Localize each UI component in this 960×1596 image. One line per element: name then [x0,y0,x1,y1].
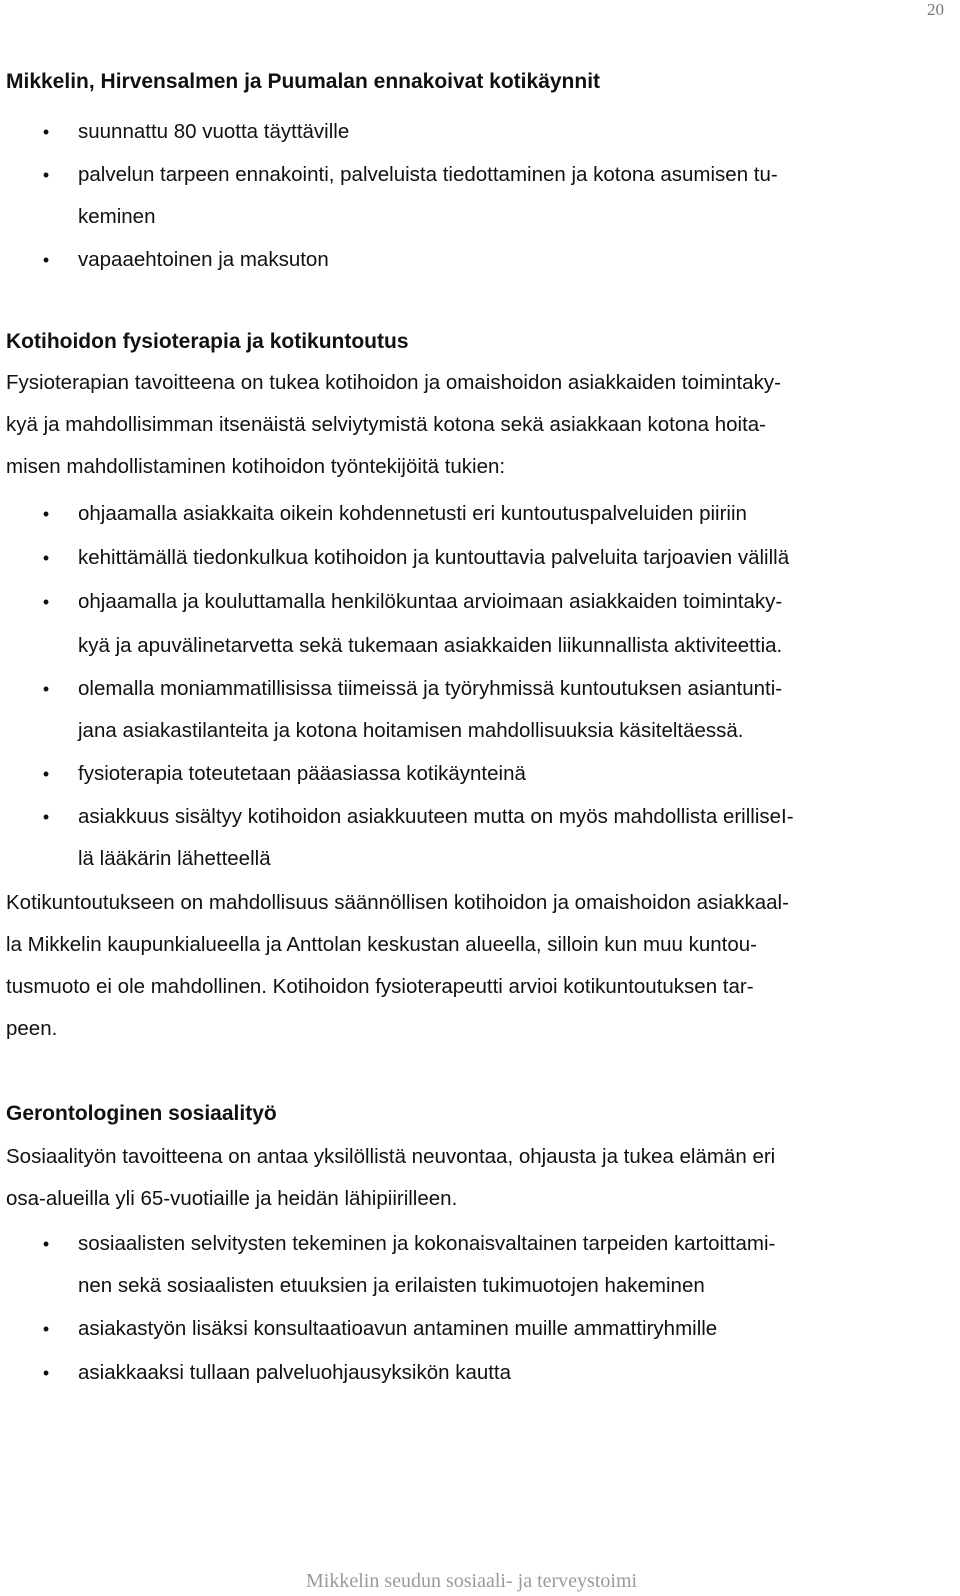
bullet-icon: • [42,122,50,142]
list-item [0,1223,950,1307]
list-item [0,668,950,752]
fysioterapia-outro [6,882,944,1050]
list-item-text: olemalla moniammatillisissa tiimeissä ja työryhmissä kuntoutuksen asiantunti- [78,677,783,700]
list-item [0,1307,950,1351]
paragraph-line: Sosiaalityön tavoitteena on antaa yksilöllistä neuvontaa, ohjausta ja tukea elämän eri [6,1145,776,1168]
list-item-text: asiakkaaksi tullaan palveluohjausyksikön kautta [78,1361,512,1384]
paragraph-line: tusmuoto ei ole mahdollinen. Kotihoidon fysioterapeutti arvioi kotikuntoutuksen tar- [6,975,754,998]
list-item [0,796,950,880]
paragraph-line: la Mikkelin kaupunkialueella ja Anttolan keskustan alueella, silloin kun muu kuntou- [6,933,757,956]
list-item [0,110,950,154]
heading-gerontologinen-sosiaalityo: Gerontologinen sosiaalityö [6,1102,277,1125]
bullet-icon: • [42,679,50,699]
bullet-icon: • [42,807,50,827]
list-item-text: suunnattu 80 vuotta täyttäville [78,120,350,143]
list-item-text: ohjaamalla ja kouluttamalla henkilökuntaa arvioimaan asiakkaiden toimintaky- [78,590,783,613]
paragraph-line: kyä ja mahdollisimman itsenäistä selviytymistä kotona sekä asiakkaan kotona hoita- [6,413,767,436]
list-item-text: lä lääkärin lähetteellä [78,847,271,870]
list-item-text: asiakastyön lisäksi konsultaatioavun antaminen muille ammattiryhmille [78,1317,718,1340]
heading-kotihoidon-fysioterapia: Kotihoidon fysioterapia ja kotikuntoutus [6,330,409,353]
fysioterapia-bullet-list [0,492,950,880]
page-footer: Mikkelin seudun sosiaali- ja terveystoimi [306,1570,638,1592]
list-item-text: kehittämällä tiedonkulkua kotihoidon ja kuntouttavia palveluita tarjoavien välillä [78,546,790,569]
list-item [0,238,950,282]
list-item [0,536,950,580]
fysioterapia-intro [6,362,944,488]
list-item-text: keminen [78,205,156,228]
page-number: 20 [927,0,944,19]
list-item-text: asiakkuus sisältyy kotihoidon asiakkuuteen mutta on myös mahdollista erilliseI- [78,805,794,828]
list-item [0,752,950,796]
list-item-text: fysioterapia toteutetaan pääasiassa kotikäynteinä [78,762,526,785]
paragraph-line: Kotikuntoutukseen on mahdollisuus säännöllisen kotihoidon ja omaishoidon asiakkaal- [6,891,789,914]
bullet-icon: • [42,592,50,612]
paragraph-line: misen mahdollistaminen kotihoidon työntekijöitä tukien: [6,455,506,478]
sosiaalityo-bullet-list [0,1223,950,1395]
list-item [0,154,950,238]
sosiaalityo-intro [6,1136,944,1220]
paragraph-line: peen. [6,1017,58,1040]
list-item-text: nen sekä sosiaalisten etuuksien ja erilaisten tukimuotojen hakeminen [78,1274,705,1297]
list-item [0,580,950,668]
bullet-icon: • [42,165,50,185]
heading-ennakoivat-kotikaynnit: Mikkelin, Hirvensalmen ja Puumalan ennakoivat kotikäynnit [6,70,601,93]
list-item-text: jana asiakastilanteita ja kotona hoitamisen mahdollisuuksia käsiteltäessä. [78,719,744,742]
kaynnit-bullet-list [0,110,950,282]
list-item-text: sosiaalisten selvitysten tekeminen ja kokonaisvaltainen tarpeiden kartoittami- [78,1232,776,1255]
bullet-icon: • [42,1234,50,1254]
list-item [0,1351,950,1395]
paragraph-line: Fysioterapian tavoitteena on tukea kotihoidon ja omaishoidon asiakkaiden toimintaky- [6,371,781,394]
bullet-icon: • [42,1319,50,1339]
list-item-text: kyä ja apuvälinetarvetta sekä tukemaan asiakkaiden liikunnallista aktiviteettia. [78,634,783,657]
list-item-text: ohjaamalla asiakkaita oikein kohdennetusti eri kuntoutuspalveluiden piiriin [78,502,747,525]
paragraph-line: osa-alueilla yli 65-vuotiaille ja heidän lähipiirilleen. [6,1187,458,1210]
bullet-icon: • [42,1363,50,1383]
list-item-text: palvelun tarpeen ennakointi, palveluista tiedottaminen ja kotona asumisen tu- [78,163,778,186]
bullet-icon: • [42,548,50,568]
list-item [0,492,950,536]
bullet-icon: • [42,250,50,270]
list-item-text: vapaaehtoinen ja maksuton [78,248,329,271]
bullet-icon: • [42,504,50,524]
bullet-icon: • [42,764,50,784]
